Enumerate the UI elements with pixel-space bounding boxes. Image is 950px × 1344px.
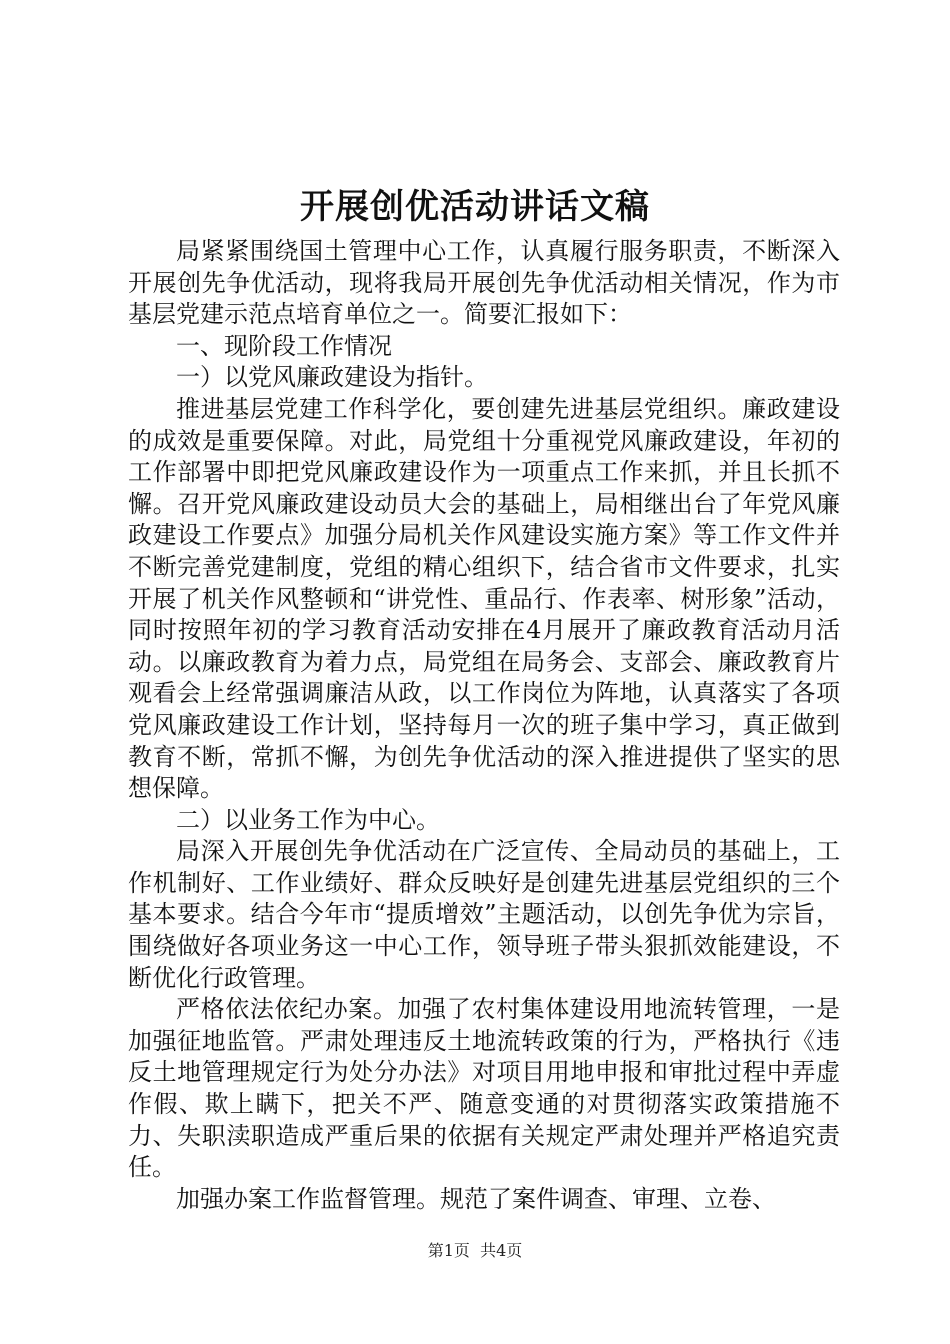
paragraph-business-work: 局深入开展创先争优活动在广泛宣传、全局动员的基础上，工作机制好、工作业绩好、群众反映好是创建先进基层党组织的三个基本要求。结合今年市“提质增效”主题活动，以创先争优为宗旨，围绕做好各项业务这一中心工作，领导班子带头狠抓效能建设，不断优化行政管理。 <box>128 837 840 992</box>
subsection-heading-2: 二）以业务工作为中心。 <box>176 805 440 834</box>
paragraph-intro: 局紧紧围绕国土管理中心工作，认真履行服务职责，不断深入开展创先争优活动，现将我局开展创先争优活动相关情况，作为市基层党建示范点培育单位之一。简要汇报如下： <box>128 237 840 329</box>
document-title: 开展创优活动讲话文稿 <box>300 187 650 227</box>
page-footer <box>0 1240 950 1262</box>
paragraph-party-conduct: 推进基层党建工作科学化，要创建先进基层党组织。廉政建设的成效是重要保障。对此，局党组十分重视党风廉政建设，年初的工作部署中即把党风廉政建设作为一项重点工作来抓，并且长抓不懈。召开党风廉政建设动员大会的基础上，局相继出台了年党风廉政建设工作要点》加强分局机关作风建设实施方案》等工作文件并不断完善党建制度，党组的精心组织下，结合省市文件要求，扎实开展了机关作风整顿和“讲党性、重品行、作表率、树形象”活动，同时按照年初的学习教育活动安排在4月展开了廉政教育活动月活动。以廉政教育为着力点，局党组在局务会、支部会、廉政教育片观看会上经常强调廉洁从政，以工作岗位为阵地，认真落实了各项党风廉政建设工作计划，坚持每月一次的班子集中学习，真正做到教育不断，常抓不懈，为创先争优活动的深入推进提供了坚实的思想保障。 <box>128 394 840 803</box>
subsection-heading-1: 一）以党风廉政建设为指针。 <box>176 363 488 392</box>
paragraph-case-supervision: 加强办案工作监督管理。规范了案件调查、审理、立卷、 <box>176 1184 776 1213</box>
page-number: 第1页 共4页 <box>427 1241 523 1260</box>
paragraph-law-enforcement: 严格依法依纪办案。加强了农村集体建设用地流转管理，一是加强征地监管。严肃处理违反土地流转政策的行为，严格执行《违反土地管理规定行为处分办法》对项目用地申报和审批过程中弄虚作假、欺上瞒下，把关不严、随意变通的对贯彻落实政策措施不力、失职渎职造成严重后果的依据有关规定严肃处理并严格追究责任。 <box>128 995 840 1182</box>
document-body <box>128 236 840 1215</box>
section-heading-1: 一、现阶段工作情况 <box>176 331 392 360</box>
